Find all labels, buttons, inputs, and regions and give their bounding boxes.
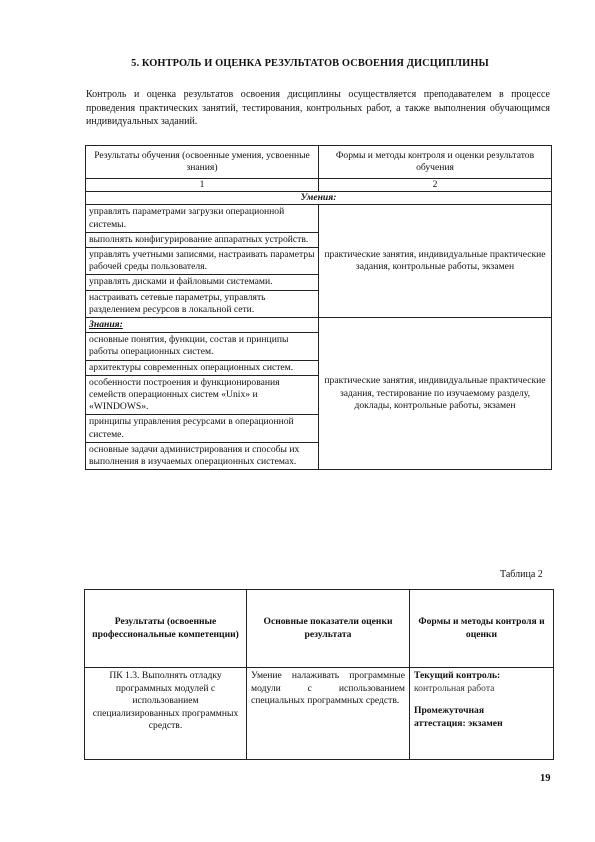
t1-header-results: Результаты обучения (освоенные умения, усвоенные знания) <box>86 146 319 179</box>
t1-knowledge-list <box>86 318 319 470</box>
list-item: настраивать сетевые параметры, управлять разделением ресурсов в локальной сети. <box>89 291 266 315</box>
list-item: выполнять конфигурирование аппаратных устройств. <box>86 233 318 248</box>
intro-paragraph: Контроль и оценка результатов освоения дисциплины осуществляется преподавателем в процессе проведения практических занятий, тестирования, контрольных работ, а также выполнения обучающимся индивидуальных заданий. <box>86 89 550 127</box>
t1-header-methods: Формы и методы контроля и оценки результатов обучения <box>319 146 552 179</box>
t2-header-results: Результаты (освоенные профессиональные компетенции) <box>85 590 247 668</box>
current-control-label: Текущий контроль: <box>414 670 501 681</box>
page-number: 19 <box>540 773 551 784</box>
t1-section-skills: Умения: <box>86 192 552 205</box>
t2-control-forms <box>410 668 554 760</box>
current-control-value: контрольная работа <box>414 682 495 694</box>
t1-skills-list <box>86 205 319 318</box>
interim-label: Промежуточная <box>414 705 485 717</box>
t2-competence: ПК 1.3. Выполнять отладку программных модулей с использованием специализированных программных средств. <box>85 668 247 760</box>
list-item: управлять дисками и файловыми системами. <box>86 275 318 290</box>
t2-indicator: Умение налаживать программные модули с использованием специальных программных средств. <box>247 668 410 760</box>
list-item: особенности построения и функционирования семейств операционных систем «Unix» и «WINDOWS». <box>86 376 318 416</box>
section-heading: 5. КОНТРОЛЬ И ОЦЕНКА РЕЗУЛЬТАТОВ ОСВОЕНИЯ ДИСЦИПЛИНЫ <box>131 58 489 69</box>
t2-header-indicators: Основные показатели оценки результата <box>247 590 410 668</box>
t1-colnum-2: 2 <box>319 179 552 192</box>
interim-value: аттестация: экзамен <box>414 717 503 729</box>
t1-colnum-1: 1 <box>86 179 319 192</box>
list-item: основные задачи администрирования и способы их выполнения в изучаемых операционных системах. <box>89 443 300 468</box>
list-item: управлять параметрами загрузки операционной системы. <box>86 205 318 232</box>
t1-skills-methods: практические занятия, индивидуальные практические задания, контрольные работы, экзамен <box>319 205 552 318</box>
competence-table <box>84 589 554 760</box>
results-table <box>85 145 552 470</box>
list-item: управлять учетными записями, настраивать параметры рабочей среды пользователя. <box>86 248 318 275</box>
list-item: принципы управления ресурсами в операционной системе. <box>86 415 318 442</box>
list-item: основные понятия, функции, состав и принципы работы операционных систем. <box>86 333 318 360</box>
list-item: архитектуры современных операционных систем. <box>86 361 318 376</box>
t1-knowledge-methods: практические занятия, индивидуальные практические задания, тестирование по изучаемому разделу, доклады, контрольные работы, экзамен <box>319 318 552 470</box>
t1-section-knowledge: Знания: <box>86 318 318 333</box>
table-caption: Таблица 2 <box>500 569 543 580</box>
t2-header-methods: Формы и методы контроля и оценки <box>410 590 554 668</box>
